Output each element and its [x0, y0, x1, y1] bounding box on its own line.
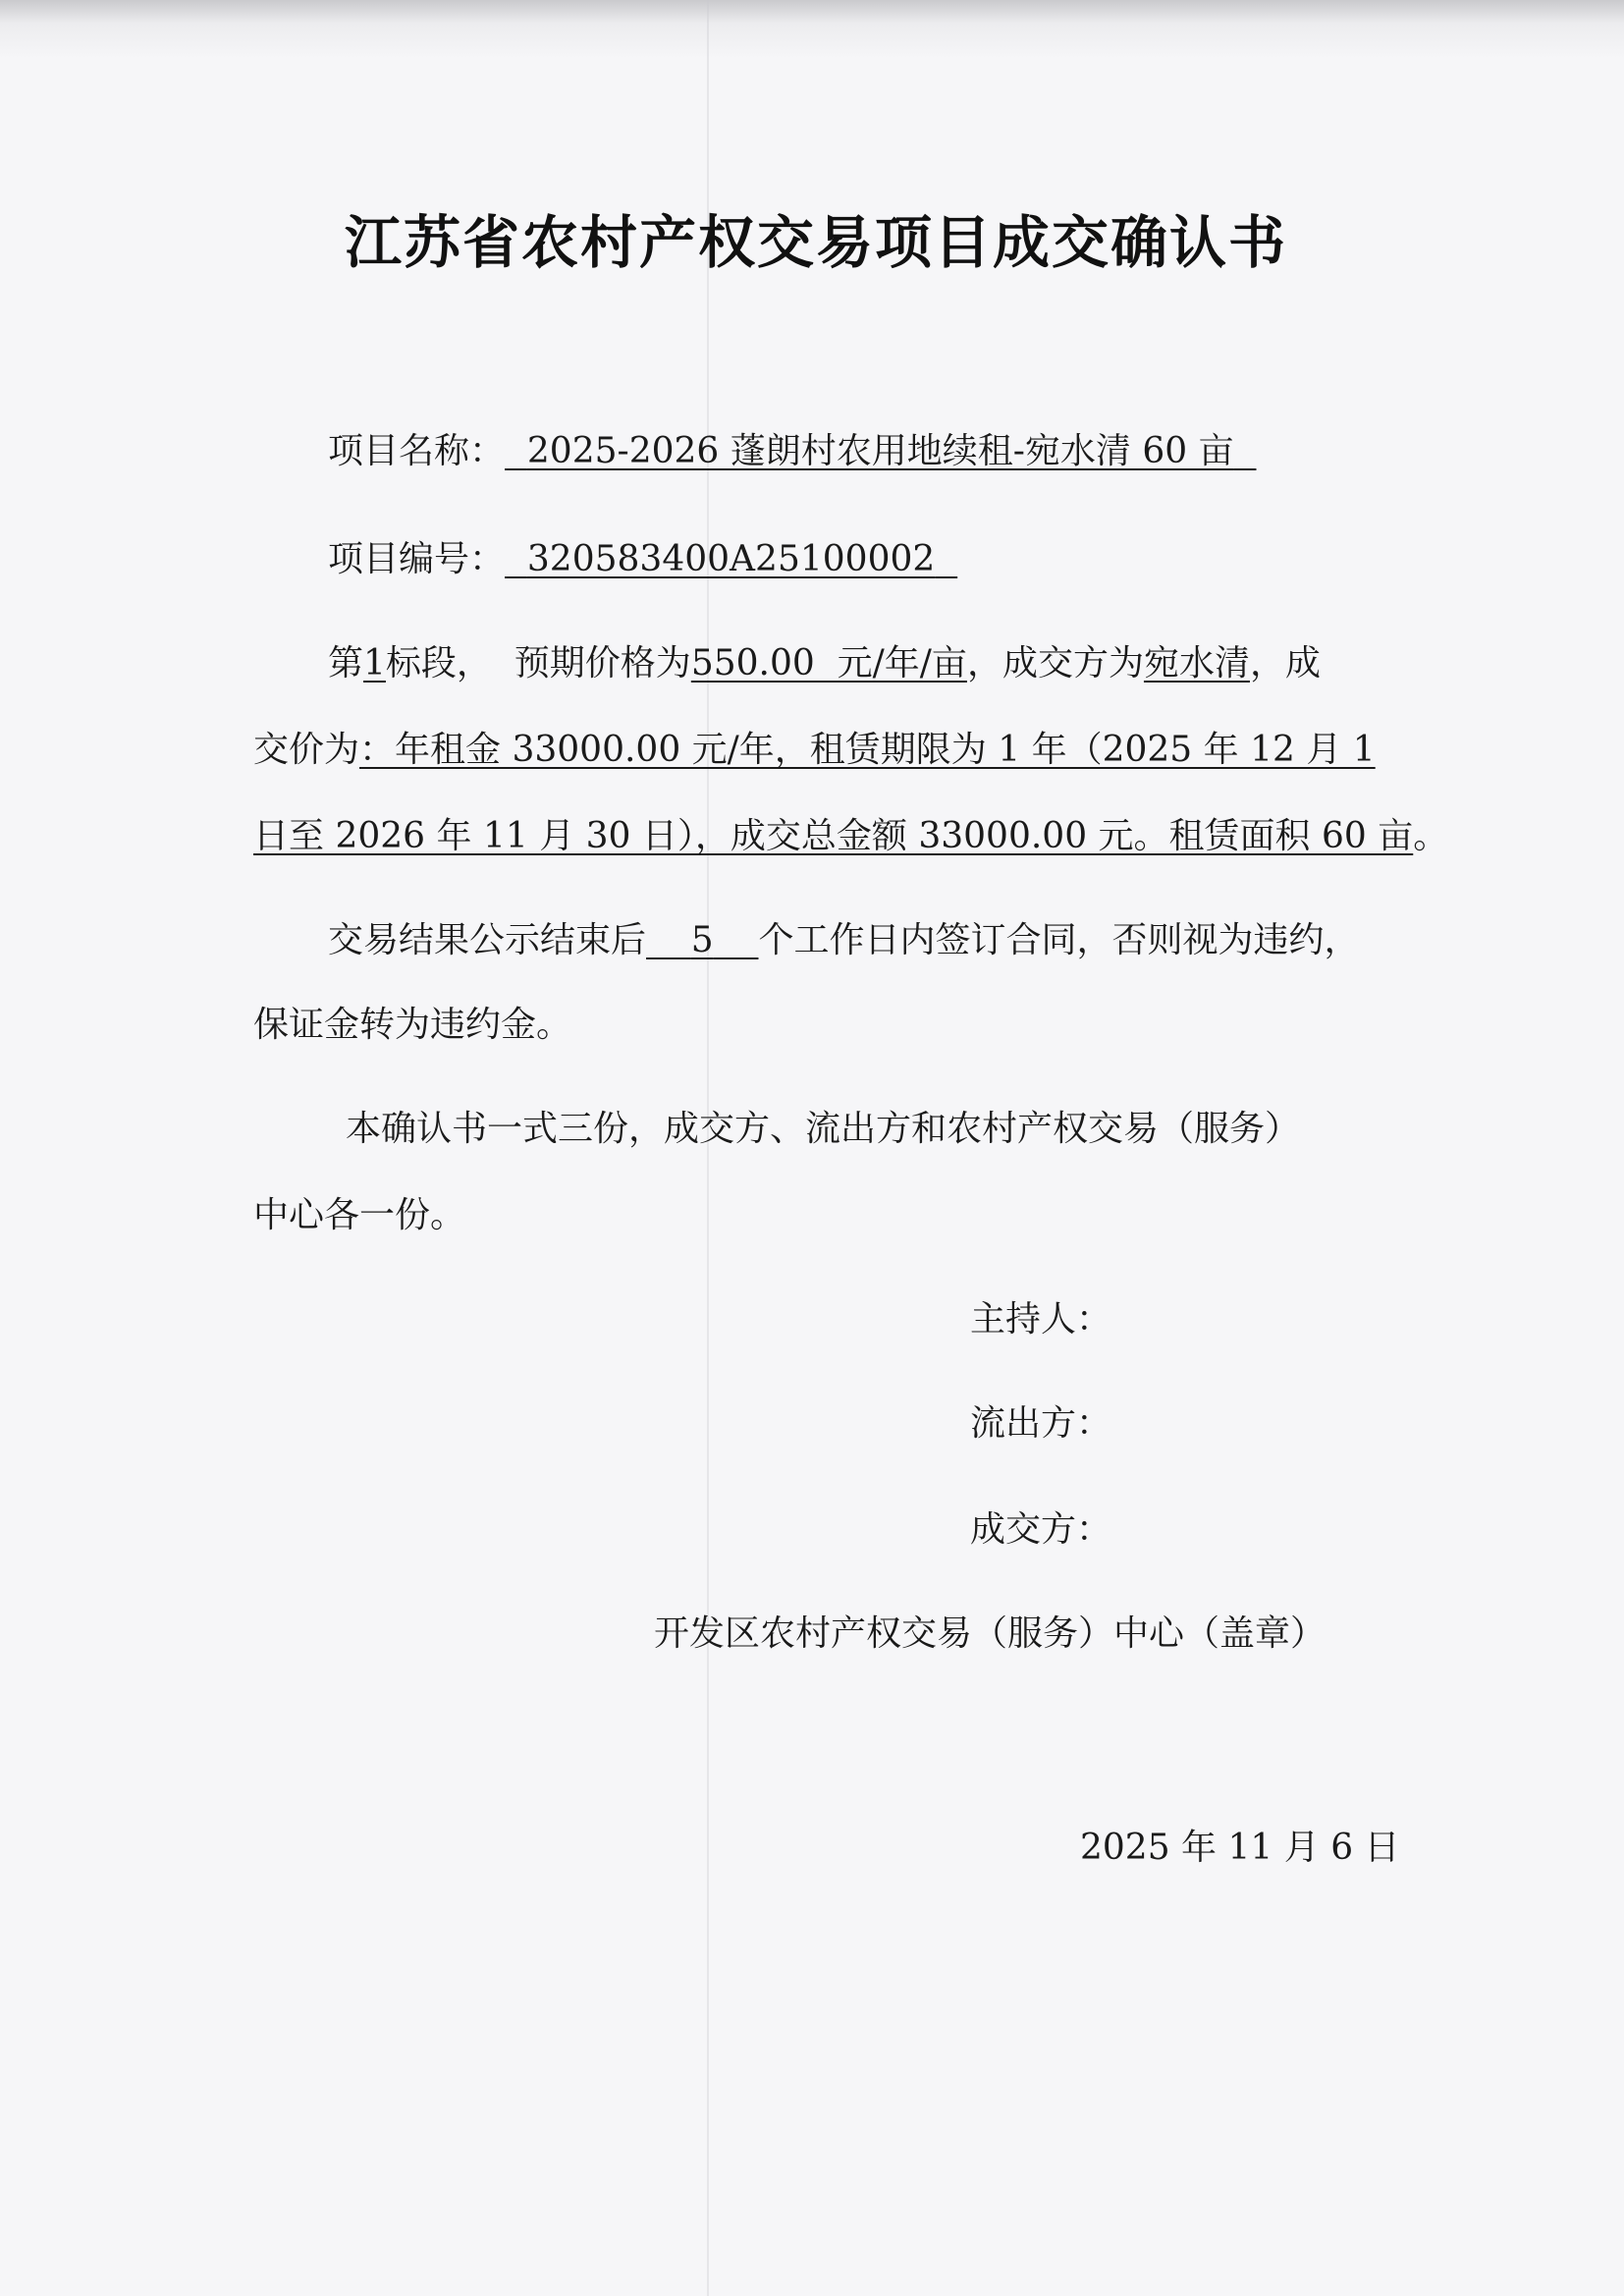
contract-line-2	[253, 1002, 1379, 1049]
lot-line-2	[253, 727, 1379, 774]
copies-line-2	[253, 1192, 1379, 1239]
expected-price: 550.00 元/年/亩	[690, 643, 967, 683]
contract-suffix: 个工作日内签订合同，否则视为违约，	[758, 920, 1360, 960]
host-signature: 主持人：	[970, 1299, 1112, 1339]
project-name-label: 项目名称：	[328, 431, 506, 471]
issue-date: 2025 年 11 月 6 日	[1080, 1828, 1400, 1868]
winner-name: 宛水清	[1143, 643, 1250, 683]
copies-line-1	[253, 1106, 1471, 1153]
deal-total-detail: 日至 2026 年 11 月 30 日），成交总金额 33000.00 元。租赁面积 60 亩	[253, 816, 1414, 856]
copies-text: 本确认书一式三份，成交方、流出方和农村产权交易（服务）	[346, 1109, 1301, 1149]
lot-line-1	[253, 640, 1453, 687]
document-page	[253, 0, 1449, 2296]
buyer-signature: 成交方：	[970, 1509, 1112, 1550]
project-no-label: 项目编号：	[328, 539, 506, 579]
contract-line-1	[253, 917, 1453, 964]
lot-prefix: 第	[328, 643, 364, 683]
project-no-row	[253, 536, 1453, 583]
deal-price-label: 交价为	[253, 730, 360, 770]
lot-text-2: ，成交方为	[966, 643, 1144, 683]
lot-text: 标段， 预期价格为	[385, 643, 691, 683]
document-title: 江苏省农村产权交易项目成交确认书	[344, 209, 1287, 276]
deal-end-punct: 。	[1413, 816, 1449, 856]
project-name-row	[253, 428, 1453, 475]
contract-penalty: 保证金转为违约金。	[253, 1005, 572, 1045]
lot-number: 1	[363, 643, 386, 683]
transferor-signature: 流出方：	[970, 1403, 1112, 1444]
lot-line-3	[253, 813, 1449, 860]
deal-price-detail: ：年租金 33000.00 元/年，租赁期限为 1 年（2025 年 12 月 1	[359, 730, 1376, 770]
contract-days: 5	[690, 920, 714, 960]
project-no-value: 320583400A25100002	[526, 539, 936, 579]
contract-prefix: 交易结果公示结束后	[328, 920, 647, 960]
copies-text-2: 中心各一份。	[253, 1195, 466, 1235]
issuing-center: 开发区农村产权交易（服务）中心（盖章）	[654, 1613, 1326, 1654]
lot-text-3: ，成	[1249, 643, 1321, 683]
project-name-value: 2025-2026 蓬朗村农用地续租-宛水清 60 亩	[526, 431, 1234, 471]
